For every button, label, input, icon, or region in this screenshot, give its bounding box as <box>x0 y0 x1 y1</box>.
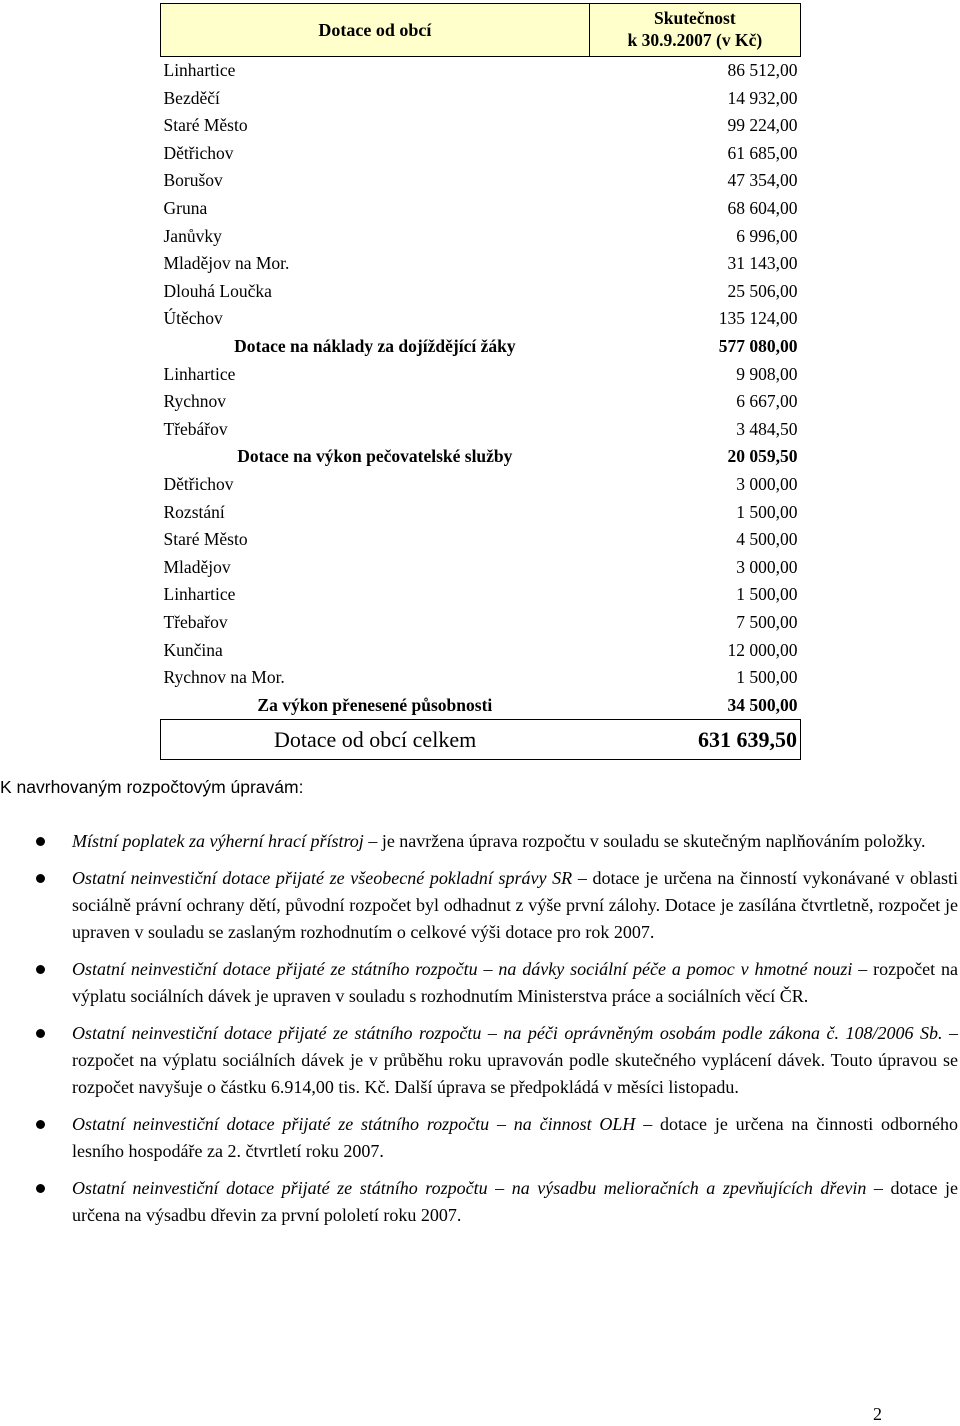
bullet-dot-icon <box>36 1120 45 1129</box>
table-row <box>161 250 801 278</box>
row-value: 47 354,00 <box>727 170 798 191</box>
table-row <box>161 581 801 609</box>
row-value: 99 224,00 <box>727 115 798 136</box>
row-label: Mladějov <box>163 556 231 577</box>
table-row <box>161 554 801 582</box>
row-value: 31 143,00 <box>727 253 798 274</box>
row-value: 4 500,00 <box>736 529 798 550</box>
bullet-text: – dotace je určena na výsadbu dřevin za první pololetí roku 2007. <box>72 1178 958 1225</box>
header-value <box>589 4 800 57</box>
table-row <box>161 112 801 140</box>
bullet-list <box>0 828 958 1239</box>
row-label: Staré Město <box>163 529 248 550</box>
bullet-item <box>0 1111 958 1165</box>
row-label: Dlouhá Loučka <box>163 280 272 301</box>
row-label: Borušov <box>163 170 223 191</box>
table-header-row <box>161 4 801 57</box>
table-row <box>161 167 801 195</box>
row-label: Útěchov <box>163 308 223 329</box>
row-label: Staré Město <box>163 115 248 136</box>
row-value: 61 685,00 <box>727 142 798 163</box>
row-value: 6 667,00 <box>736 391 798 412</box>
bullet-title: Ostatní neinvestiční dotace přijaté ze všeobecné pokladní správy SR <box>72 868 573 888</box>
row-value: 1 500,00 <box>736 501 798 522</box>
bullet-item <box>0 828 958 855</box>
row-label: Rychnov na Mor. <box>163 667 285 688</box>
table-row <box>161 664 801 692</box>
subtotal-row <box>161 443 801 471</box>
bullet-title: Ostatní neinvestiční dotace přijaté ze státního rozpočtu – na činnost OLH <box>72 1114 636 1134</box>
row-value: 135 124,00 <box>718 308 798 329</box>
row-label: Dětřichov <box>163 142 234 163</box>
row-value: 3 000,00 <box>736 556 798 577</box>
bullet-text: – rozpočet na výplatu sociálních dávek je upraven v souladu s rozhodnutím Ministerstva práce a sociálních věcí ČR. <box>72 959 958 1006</box>
table-row <box>161 85 801 113</box>
subsidy-table <box>160 3 801 760</box>
row-value: 9 908,00 <box>736 363 798 384</box>
bullet-title: Ostatní neinvestiční dotace přijaté ze státního rozpočtu – na výsadbu melioračních a zpevňujících dřevin <box>72 1178 867 1198</box>
bullet-item <box>0 865 958 946</box>
bullet-dot-icon <box>36 1029 45 1038</box>
table-row <box>161 278 801 306</box>
row-value: 25 506,00 <box>727 280 798 301</box>
row-label: Kunčina <box>163 639 223 660</box>
row-label: Gruna <box>163 198 208 219</box>
header-value-line2: k 30.9.2007 (v Kč) <box>627 30 763 50</box>
row-label: Za výkon přenesené působnosti <box>257 694 493 715</box>
bullet-text: – dotace je určena na činnosti odborného lesního hospodáře za 2. čtvrtletí roku 2007. <box>72 1114 958 1161</box>
row-label: Mladějov na Mor. <box>163 253 290 274</box>
row-label: Linhartice <box>163 363 236 384</box>
row-label: Rychnov <box>163 391 226 412</box>
table-row <box>161 499 801 527</box>
bullet-text: – rozpočet na výplatu sociálních dávek je v průběhu roku upravován podle skutečného vyplácení dávek. Touto úpravou se rozpočet navyšuje o částku 6.914,00 tis. Kč. Další úprava se předpokládá v měsíci listopadu. <box>72 1023 959 1097</box>
table-row <box>161 305 801 333</box>
row-label: Linhartice <box>163 60 236 81</box>
bullet-dot-icon <box>36 965 45 974</box>
intro-text: K navrhovaným rozpočtovým úpravám: <box>0 777 304 797</box>
table-row <box>161 526 801 554</box>
row-value: 68 604,00 <box>727 198 798 219</box>
table-row <box>161 223 801 251</box>
row-value: 1 500,00 <box>736 584 798 605</box>
bullet-text: – dotace je určena na činností vykonávané v oblasti sociálně právní ochrany dětí, původní rozpočet byl odhadnut z výše první zálohy. Dotace je zasílána čtvrtletně, rozpočet je upraven v souladu se zaslaným rozhodnutím o celkové výši dotace pro rok 2007. <box>72 868 958 942</box>
subtotal-row <box>161 333 801 361</box>
row-label: Dotace na náklady za dojíždějící žáky <box>234 335 516 356</box>
row-value: 12 000,00 <box>727 639 798 660</box>
table-row <box>161 609 801 637</box>
bullet-dot-icon <box>36 1184 45 1193</box>
bullet-title: Ostatní neinvestiční dotace přijaté ze státního rozpočtu – na dávky sociální péče a pomoc v hmotné nouzi <box>72 959 853 979</box>
row-label: Bezděčí <box>163 87 220 108</box>
bullet-item <box>0 1020 958 1101</box>
row-value: 86 512,00 <box>727 60 798 81</box>
header-value-line1: Skutečnost <box>654 8 736 29</box>
bullet-item <box>0 956 958 1010</box>
total-label: Dotace od obcí celkem <box>161 720 590 760</box>
row-value: 34 500,00 <box>727 694 798 715</box>
row-value: 14 932,00 <box>727 87 798 108</box>
bullet-title: Ostatní neinvestiční dotace přijaté ze státního rozpočtu – na péči oprávněným osobám podle zákona č. 108/2006 Sb. <box>72 1023 943 1043</box>
bullet-dot-icon <box>36 837 45 846</box>
table-row <box>161 361 801 389</box>
bullet-text: – je navržena úprava rozpočtu v souladu se skutečným naplňováním položky. <box>363 831 926 851</box>
table-row <box>161 195 801 223</box>
row-value: 3 484,50 <box>736 418 798 439</box>
page-number: 2 <box>873 1404 882 1424</box>
bullet-title: Místní poplatek za výherní hrací přístroj <box>72 831 364 851</box>
bullet-item <box>0 1175 958 1229</box>
row-value: 20 059,50 <box>727 446 798 467</box>
bullet-dot-icon <box>36 874 45 883</box>
table-row <box>161 57 801 85</box>
table-row <box>161 471 801 499</box>
row-value: 577 080,00 <box>718 335 798 356</box>
row-value: 3 000,00 <box>736 473 798 494</box>
row-label: Dotace na výkon pečovatelské služby <box>237 446 513 467</box>
row-label: Linhartice <box>163 584 236 605</box>
row-label: Janůvky <box>163 225 222 246</box>
row-value: 1 500,00 <box>736 667 798 688</box>
subtotal-row <box>161 692 801 720</box>
total-row <box>161 720 801 760</box>
table-row <box>161 416 801 444</box>
table-row <box>161 140 801 168</box>
table-row <box>161 636 801 664</box>
row-label: Třebářov <box>163 418 228 439</box>
table-row <box>161 388 801 416</box>
row-value: 6 996,00 <box>736 225 798 246</box>
row-label: Dětřichov <box>163 473 234 494</box>
row-value: 7 500,00 <box>736 611 798 632</box>
row-label: Třebařov <box>163 611 228 632</box>
total-value: 631 639,50 <box>589 720 800 760</box>
header-label: Dotace od obcí <box>161 4 590 57</box>
row-label: Rozstání <box>163 501 225 522</box>
